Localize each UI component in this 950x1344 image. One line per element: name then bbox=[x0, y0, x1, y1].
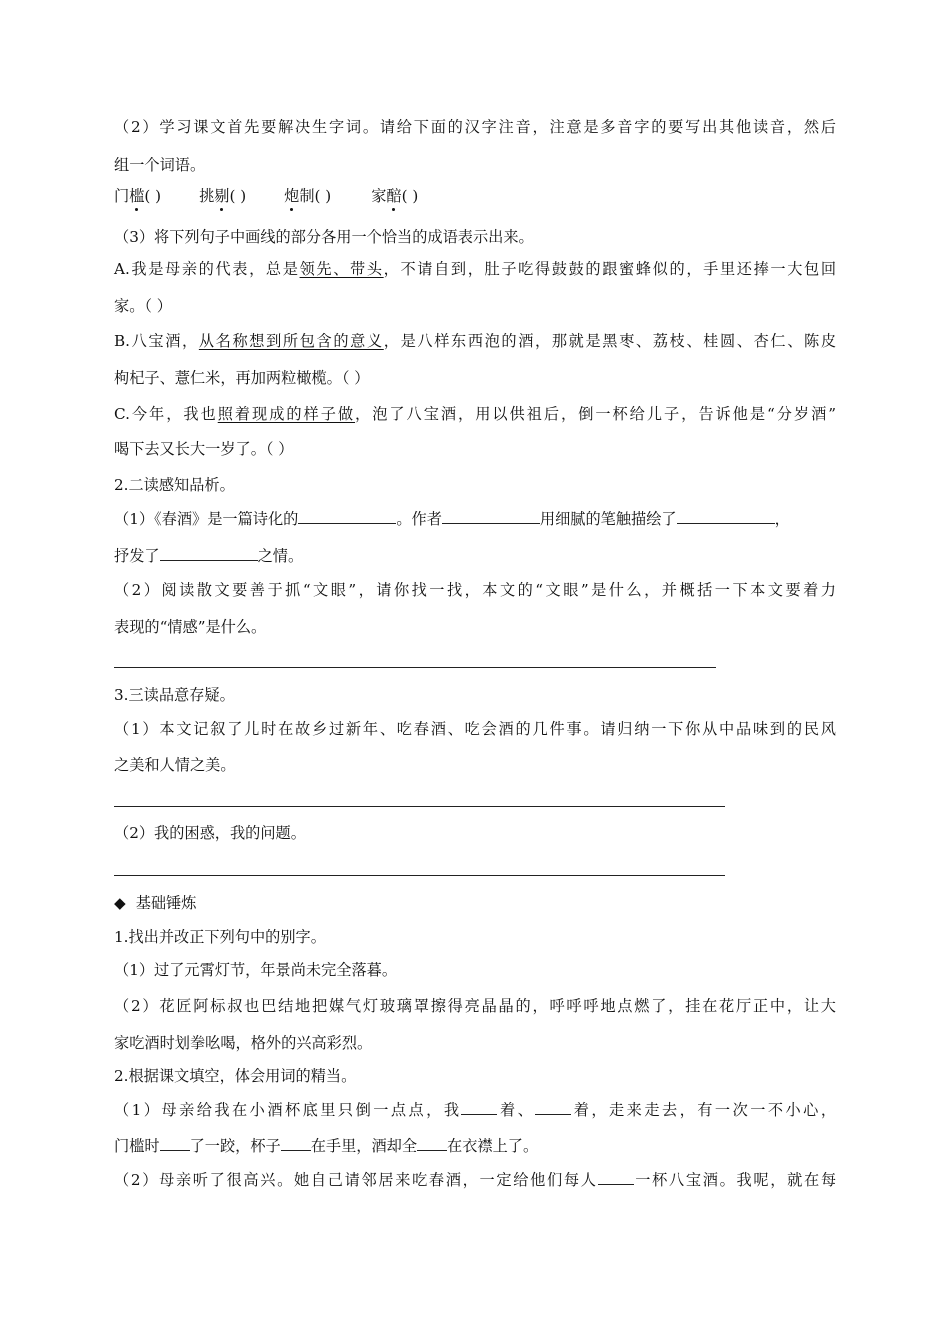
basics-item-2-title: 2.根据课文填空，体会用词的精当。 bbox=[114, 1067, 357, 1085]
word-3: 炮制( ) bbox=[284, 187, 332, 205]
section-3-q2: （2）我的困惑，我的问题。 bbox=[114, 824, 306, 842]
basics-item-1-q2-line-1: （2）花匠阿标叔也巴结地把媒气灯玻璃罩擦得亮晶晶的，呼呼呼地点燃了，挂在花厅正中，让大 bbox=[114, 997, 836, 1015]
basics-item-1-title: 1.找出并改正下列句中的别字。 bbox=[114, 928, 326, 946]
answer-blank[interactable] bbox=[442, 509, 540, 524]
basics-item-2-q2-line-1: （2）母亲听了很高兴。她自己请邻居来吃春酒，一定给他们每人 一杯八宝酒。我呢，就在每 bbox=[114, 1171, 837, 1189]
question-a-line-1: A.我是母亲的代表，总是领先、带头，不请自到，肚子吃得鼓鼓的跟蜜蜂似的，手里还捧一大包回 bbox=[114, 260, 837, 278]
answer-blank[interactable] bbox=[677, 509, 775, 524]
basics-item-2-q1-line-2: 门槛时 了一跤，杯子 在手里，酒却全 在衣襟上了。 bbox=[114, 1137, 539, 1155]
underlined-phrase-a: 领先、带头 bbox=[299, 260, 384, 278]
section-2-q2-line-1: （2）阅读散文要善于抓“文眼”，请你找一找，本文的“文眼”是什么，并概括一下本文要着力 bbox=[114, 581, 836, 599]
answer-blank[interactable] bbox=[535, 1100, 571, 1115]
basics-item-2-q1-line-1: （1）母亲给我在小酒杯底里只倒一点点，我 着、 着，走来走去，有一次一不小心， bbox=[114, 1101, 837, 1119]
answer-line[interactable] bbox=[114, 806, 725, 807]
question-2-line-1: （2）学习课文首先要解决生字词。请给下面的汉字注音，注意是多音字的要写出其他读音，然后 bbox=[114, 118, 836, 136]
answer-blank[interactable] bbox=[160, 546, 258, 561]
section-2-q1-line-2: 抒发了 之情。 bbox=[114, 547, 304, 565]
diamond-bullet-icon: ◆ bbox=[114, 894, 126, 912]
answer-blank[interactable] bbox=[281, 1136, 311, 1151]
question-c-line-1: C.今年，我也照着现成的样子做，泡了八宝酒，用以供祖后，倒一杯给儿子，告诉他是“分岁酒” bbox=[114, 405, 837, 423]
question-c-line-2: 喝下去又长大一岁了。（ ） bbox=[114, 440, 294, 458]
section-2-title: 2.二读感知品析。 bbox=[114, 476, 235, 494]
pinyin-word-list bbox=[114, 186, 418, 206]
answer-blank[interactable] bbox=[160, 1136, 190, 1151]
section-3-q1-line-2: 之美和人情之美。 bbox=[114, 756, 236, 774]
word-1: 门槛( ) bbox=[114, 187, 162, 205]
basics-item-1-q2-line-2: 家吃酒时划拳吆喝，格外的兴高彩烈。 bbox=[114, 1034, 373, 1052]
section-3-title: 3.三读品意存疑。 bbox=[114, 686, 235, 704]
answer-line[interactable] bbox=[114, 667, 716, 668]
question-b-line-1: B.八宝酒，从名称想到所包含的意义，是八样东西泡的酒，那就是黑枣、荔枝、桂圆、杏仁、陈皮 bbox=[114, 332, 837, 350]
question-3: （3）将下列句子中画线的部分各用一个恰当的成语表示出来。 bbox=[114, 228, 534, 246]
basics-item-1-q1: （1）过了元霄灯节，年景尚未完全落暮。 bbox=[114, 961, 398, 979]
question-b-line-2: 枸杞子、薏仁米，再加两粒橄榄。（ ） bbox=[114, 369, 370, 387]
underlined-phrase-c: 照着现成的样子做 bbox=[217, 405, 356, 423]
answer-blank[interactable] bbox=[298, 509, 396, 524]
answer-blank[interactable] bbox=[417, 1136, 447, 1151]
word-4: 家醅( ) bbox=[371, 187, 419, 205]
section-2-q1-line-1: （1）《春酒》是一篇诗化的 。作者 用细腻的笔触描绘了 ， bbox=[114, 510, 790, 528]
question-a-line-2: 家。（ ） bbox=[114, 297, 172, 315]
answer-blank[interactable] bbox=[598, 1170, 634, 1185]
section-2-q2-line-2: 表现的“情感”是什么。 bbox=[114, 618, 267, 636]
section-3-q1-line-1: （1）本文记叙了儿时在故乡过新年、吃春酒、吃会酒的几件事。请归纳一下你从中品味到的民风 bbox=[114, 720, 836, 738]
answer-line[interactable] bbox=[114, 875, 725, 876]
basics-heading: ◆ 基础锤炼 bbox=[114, 894, 197, 912]
underlined-phrase-b: 从名称想到所包含的意义 bbox=[198, 332, 384, 350]
question-2-line-2: 组一个词语。 bbox=[114, 156, 206, 174]
answer-blank[interactable] bbox=[461, 1100, 497, 1115]
word-2: 挑剔( ) bbox=[199, 187, 247, 205]
